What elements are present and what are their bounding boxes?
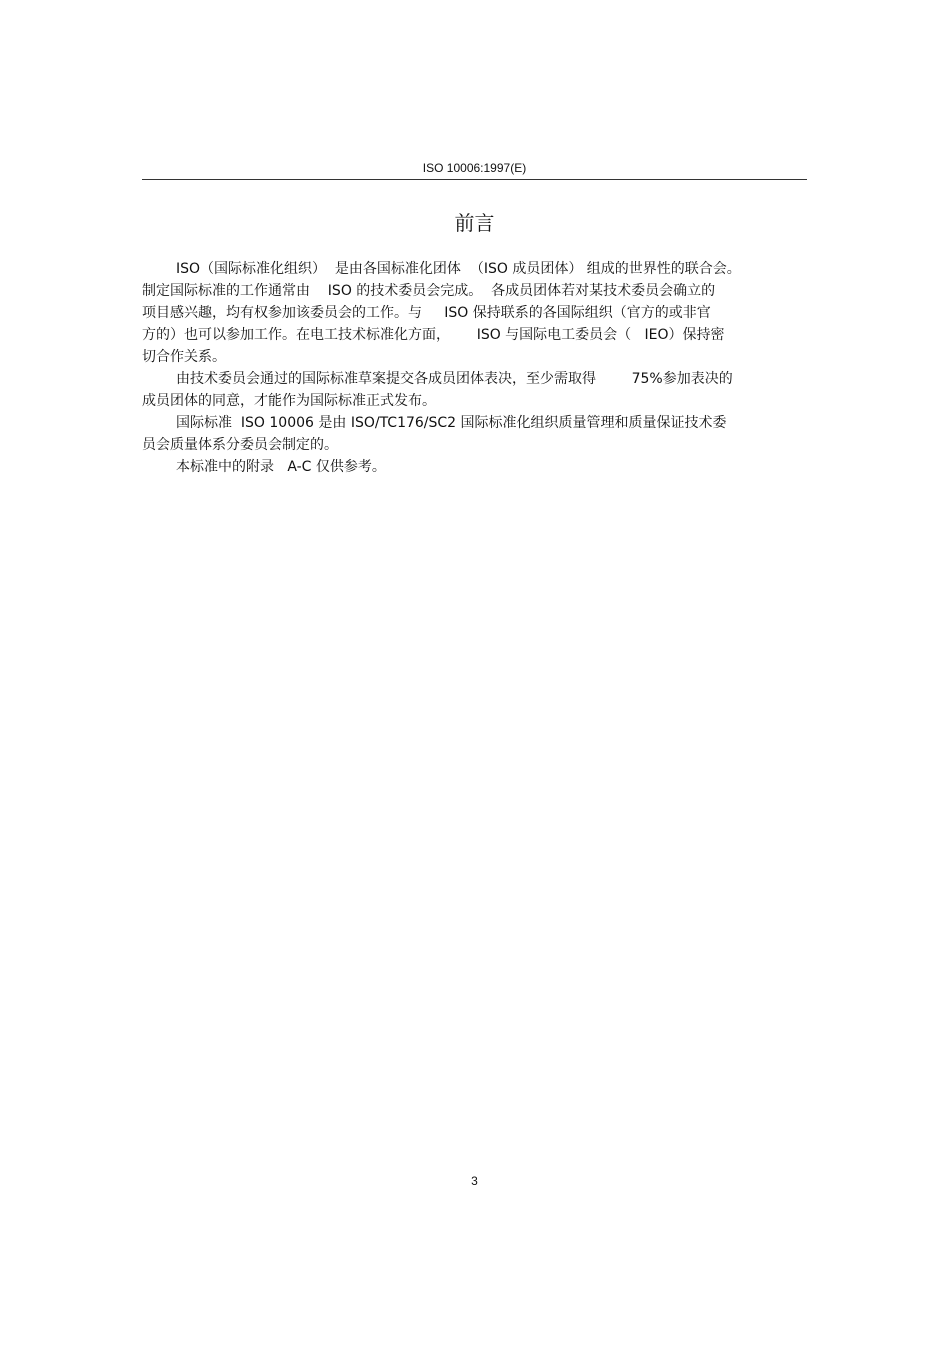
body-line: 成员团体的同意，才能作为国际标准正式发布。	[142, 393, 436, 409]
body-line: 制定国际标准的工作通常由 ISO 的技术委员会完成。 各成员团体若对某技术委员会确立的	[142, 283, 716, 299]
page-number: 3	[471, 1174, 478, 1188]
body-line: 方的）也可以参加工作。在电工技术标准化方面， ISO 与国际电工委员会（ IEO）保持密	[142, 327, 725, 343]
body-line: 切合作关系。	[142, 349, 226, 365]
body-line: 员会质量体系分委员会制定的。	[142, 437, 338, 453]
header-rule	[142, 179, 807, 180]
running-header: ISO 10006:1997(E)	[422, 161, 527, 175]
body-line: 本标准中的附录 A-C 仅供参考。	[176, 459, 386, 475]
section-title: 前言	[454, 211, 495, 235]
body-line: 项目感兴趣，均有权参加该委员会的工作。与 ISO 保持联系的各国际组织（官方的或非官	[142, 305, 711, 321]
body-line: 国际标准 ISO 10006 是由 ISO/TC176/SC2 国际标准化组织质量管理和质量保证技术委	[176, 415, 727, 431]
body-line: 由技术委员会通过的国际标准草案提交各成员团体表决，至少需取得 75%参加表决的	[176, 371, 733, 387]
body-line: ISO（国际标准化组织） 是由各国标准化团体 （ISO 成员团体） 组成的世界性的联合会。	[176, 261, 741, 277]
